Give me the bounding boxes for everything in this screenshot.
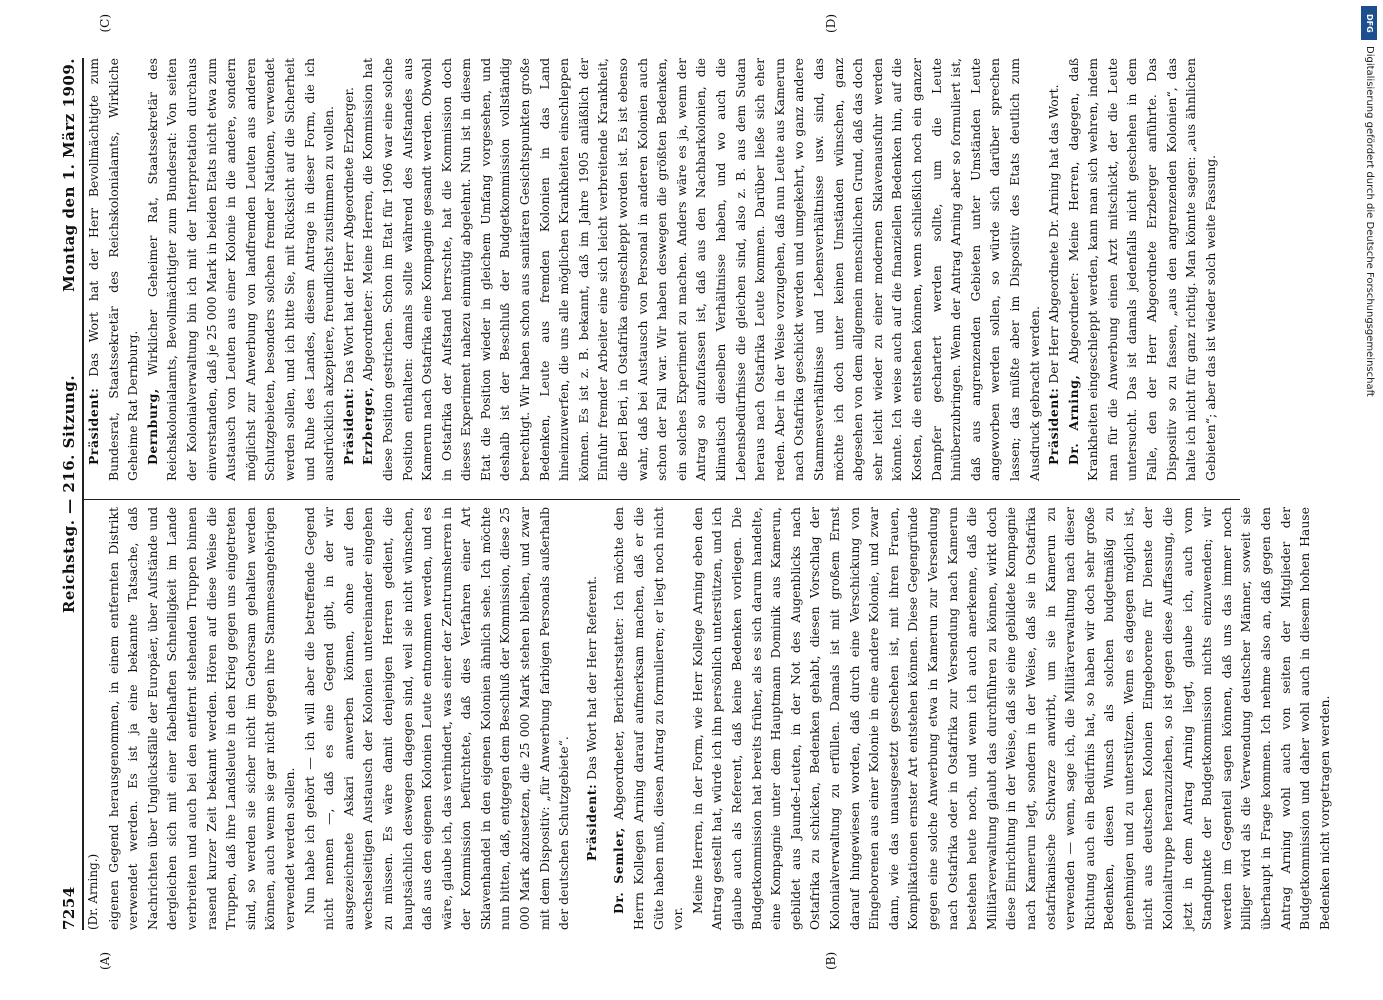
speech-text: Meine Herren, dagegen, daß Krankheiten eingeschleppt werden, kann man sich wehren, indem man für die Anwerbung einen Arzt mitschickt, der die Leute untersucht. Das ist damals jedenfalls nicht geschehen in dem Falle, den der Herr Abgeordnete Erzberger anführte. Das Dispositiv so zu fassen, „aus den angrenzenden Kolonien“, das halte ich nicht für ganz richtig. Man könnte sagen: „aus ähnlichen Gebieten“; aber das ist wieder solch weite Fassung. xyxy=(1065,58,1218,481)
session-title: Reichstag. — 216. Sitzung. xyxy=(60,374,78,614)
paragraph: eigenen Gegend herausgenommen, in einem entfernten Distrikt verwendet werden. Es ist ja eine bekannte Tatsache, daß Nachrichten über Unglücksfälle der Europäer, über Aufstände und dergleichen sich mit einer fabelhaften Schnelligkeit im Lande verbreiten und auch bei den entfernt stehenden Truppen binnen rasend kurzer Zeit bekannt werden. Hören auf diese Weise die Truppen, daß ihre Landsleute in den Krieg gegen uns eingetreten sind, so werden sie sicher nicht im Gehorsam gehalten werden können, auch wenn sie gar nicht gegen ihre Stammesangehörigen verwendet werden sollen. xyxy=(105,507,297,930)
speaker-role: Abgeordneter, Berichterstatter: xyxy=(611,617,627,820)
paragraph xyxy=(358,58,1044,481)
margin-marker-d: (D) xyxy=(824,14,838,33)
page-number: 7254 xyxy=(60,886,78,930)
speech-text: Von seiten der Kolonialverwaltung bin ich mit der Interpretation durchaus einverstanden, daß je 25 000 Mark in beiden Etats nicht etwa zum Austausch von Leuten aus einer Kolonie in die andere, sondern möglichst zur Anwerbung von landfremden Leuten aus anderen Schutzgebieten, besonders solchen fremder Nationen, verwendet werden sollen, und ich bitte Sie, mit Rücksicht auf die Sicherheit und Ruhe des Landes, diesem Antrage in dieser Form, die ich ausdrücklich akzeptiere, freundlichst zustimmen zu wollen. xyxy=(164,58,337,481)
margin-marker-a: (A) xyxy=(98,951,112,970)
attribution-sidebar xyxy=(1361,6,1377,994)
remark-text: Das Wort hat der Herr Bevollmächtigte zum Bundesrat, Staatssekretär des Reichskolonialamts, Wirkliche Geheime Rat Dernburg. xyxy=(86,58,141,481)
speaker-name: Dr. Semler, xyxy=(611,827,627,914)
president-remark xyxy=(339,58,359,481)
speaker-role: Abgeordneter: xyxy=(1065,272,1081,364)
speaker-continuation: (Dr. Arning.) xyxy=(86,853,100,930)
speaker-name: Präsident: xyxy=(340,387,356,465)
speaker-name: Dr. Arning, xyxy=(1065,374,1081,465)
speaker-name: Präsident: xyxy=(583,783,599,862)
speaker-role: Wirklicher Geheimer Rat, Staatssekretär des Reichskolonialamts, Bevollmächtigter zum Bundesrat: xyxy=(144,58,180,481)
paragraph: Meine Herren, in der Form, wie Herr Kollege Arning eben den Antrag gestellt hat, würde ich ihn persönlich unterstützen, und ich glaube auch als Referent, daß keine Bedenken vorliegen. Die Budgetkommission hat bereits früher, als es sich darum handelte, eine Kompagnie unter dem Hauptmann Dominik aus Kamerun, gebildet aus Jaunde-Leuten, in der Not des Augenblicks nach Ostafrika zu schicken, Bedenken gehabt, diesen Vorschlag der Kolonialverwaltung zu erfüllen. Damals ist mit großem Ernst darauf hingewiesen worden, daß durch eine Verschickung von Eingeborenen aus einer Kolonie in eine andere Kolonie, und zwar dann, wie das unausgesetzt geschehen ist, mit ihren Frauen, Komplikationen ernster Art entstehen können. Diese Gegengründe gegen eine solche Anwerbung etwa in Kamerun zur Versendung nach Ostafrika oder in Ostafrika zur Versendung nach Kamerun bestehen heute noch, und wenn ich auch anerkenne, daß die Militärverwaltung glaubt das durchführen zu können, wirkt doch diese Einrichtung in der Weise, daß sie eine gebildete Kompagnie nach Kamerun legt, sondern in der Weise, daß sie in Ostafrika ostafrikanische Schwarze anwirbt, um sie in Kamerun zu verwenden — wenn, sage ich, die Militärverwaltung nach dieser Richtung auch ein Bedürfnis hat, so haben wir doch sehr große Bedenken, diesen Wunsch als solchen budgetmäßig zu genehmigen und zu unterstützen. Wenn es dagegen möglich ist, nicht aus deutschen Kolonien Eingeborene für Dienste der Kolonialtruppe heranzuziehen, so ist gegen diese Auffassung, die jetzt in dem Antrag Arning liegt, glaube ich, auch vom Standpunkte der Budgetkommission nichts einzuwenden; wir werden im Gegenteil sagen können, daß uns das immer noch billiger wird als die Verwendung deutscher Männer, soweit sie überhaupt in Frage kommen. Ich nehme also an, daß gegen den Antrag Arning wohl auch von seiten der Mitglieder der Budgetkommission und daher wohl auch in diesem hohen Hause Bedenken nicht vorgetragen werden. xyxy=(689,507,1332,930)
speaker-role: Abgeordneter: xyxy=(360,289,376,381)
text-columns xyxy=(84,14,1332,970)
president-remark xyxy=(582,507,602,930)
president-remark xyxy=(1044,58,1064,481)
session-date: Montag den 1. März 1909. xyxy=(60,58,78,292)
paragraph xyxy=(1064,58,1221,481)
page-header xyxy=(58,58,84,930)
remark-text: Der Herr Abgeordnete Dr. Arning hat das Wort. xyxy=(1046,84,1062,384)
margin-marker-b: (B) xyxy=(824,951,838,970)
speaker-name: Präsident: xyxy=(86,387,101,465)
speaker-name: Dernburg, xyxy=(144,388,160,465)
remark-text: Das Wort hat der Herr Referent. xyxy=(583,575,599,780)
remark-text: Das Wort hat der Herr Abgeordnete Erzberger. xyxy=(340,87,356,384)
dfg-logo-icon: DFG xyxy=(1361,6,1377,40)
right-column xyxy=(84,14,1270,481)
paragraph xyxy=(609,507,687,930)
left-column xyxy=(84,507,1332,970)
president-remark xyxy=(84,58,143,481)
speech-text: Meine Herren, die Kommission hat diese Position gestrichen. Schon im Etat für 1906 war eine solche Position enthalten: damals sollte während des Aufstandes aus Kamerun nach Ostafrika eine Kompagnie gesandt werden. Obwohl in Ostafrika der Aufstand herrschte, hat die Kommission doch dieses Experiment nahezu einmütig abgelehnt. Nun ist in diesem Etat die Position wieder in gleichem Umfang vorgesehen, und deshalb ist der Beschluß der Budgetkommission vollständig berechtigt. Wir haben schon aus sanitären Gesichtspunkten große Bedenken, Leute aus fremden Kolonien in das Land hineinzuwerfen, die uns alle möglichen Krankheiten einschleppen können. Es ist z. B. bekannt, daß im Jahre 1905 anläßlich der Einfuhr fremder Arbeiter eine sich leicht verbreitende Krankheit, die Beri Beri, in Ostafrika eingeschleppt worden ist. Es ist ebenso wahr, daß bei Austausch von Personal in anderen Kolonien auch schon der Fall war. Wir haben deswegen die größten Bedenken, ein solches Experiment zu machen. Anders wäre es ja, wenn der Antrag so aufzufassen ist, daß aus den Nachbarkolonien, die klimatisch dieselben Verhältnisse haben, und wo auch die Lebensbedürfnisse die gleichen sind, also z. B. aus dem Sudan heraus nach Ostafrika Leute kommen. Darüber ließe sich eher reden. Aber in der Weise vorzugehen, daß nun Leute aus Kamerun nach Ostafrika geschickt werden und umgekehrt, wo ganz andere Stammesverhältnisse und Lebensverhältnisse usw. sind, das möchte ich doch unter keinen Umständen wünschen, ganz abgesehen von dem allgemein menschlichen Grund, daß das doch sehr leicht wieder zu einer modernen Sklavenausfuhr werden könnte. Ich weise auch auf die finanziellen Bedenken hin, auf die Kosten, die entstehen können, wenn schließlich noch ein ganzer Dampfer gechartert werden sollte, um die Leute hinüberzubringen. Wenn der Antrag Arning aber so formuliert ist, daß aus angrenzenden Gebieten unter Umständen Leute angeworben werden sollen, so würde sich darüber sprechen lassen; das müßte aber im Dispositiv des Etats deutlich zum Ausdruck gebracht werden. xyxy=(360,58,1042,481)
paragraph xyxy=(143,58,339,481)
margin-marker-c: (C) xyxy=(98,14,112,33)
speech-text: Ich möchte den Herrn Kollegen Arning darauf aufmerksam machen, daß er die Güte haben muß, diesen Antrag zu formulieren; er liegt noch nicht vor. xyxy=(611,507,686,930)
paragraph: Nun habe ich gehört — ich will aber die betreffende Gegend nicht nennen —, daß es eine Gegend gibt, in der wir ausgezeichnete Askari anwerben können, ohne auf den wechselseitigen Austausch der Kolonien untereinander eingehen zu müssen. Es wäre damit denjenigen Herren gedient, die hauptsächlich deswegen dagegen sind, weil sie nicht wünschen, daß aus den eigenen Kolonien Leute entnommen werden, und es wäre, glaube ich, das verhindert, was einer der Zentrumsherren in der Kommission befürchtete, daß dies Verfahren einer Art Sklavenhandel in den eigenen Kolonien ähnlich sehe. Ich möchte nun bitten, daß, entgegen dem Beschluß der Kommission, diese 25 000 Mark abzusetzen, die 25 000 Mark stehen bleiben, und zwar mit dem Dispositiv: „für Anwerbung farbigen Personals außerhalb der deutschen Schutzgebiete“. xyxy=(301,507,572,930)
digitization-credit: Digitalisierung gefördert durch die Deutsche Forschungsgemeinschaft xyxy=(1364,46,1375,397)
speaker-name: Erzberger, xyxy=(360,386,376,465)
speaker-name: Präsident: xyxy=(1046,387,1062,465)
